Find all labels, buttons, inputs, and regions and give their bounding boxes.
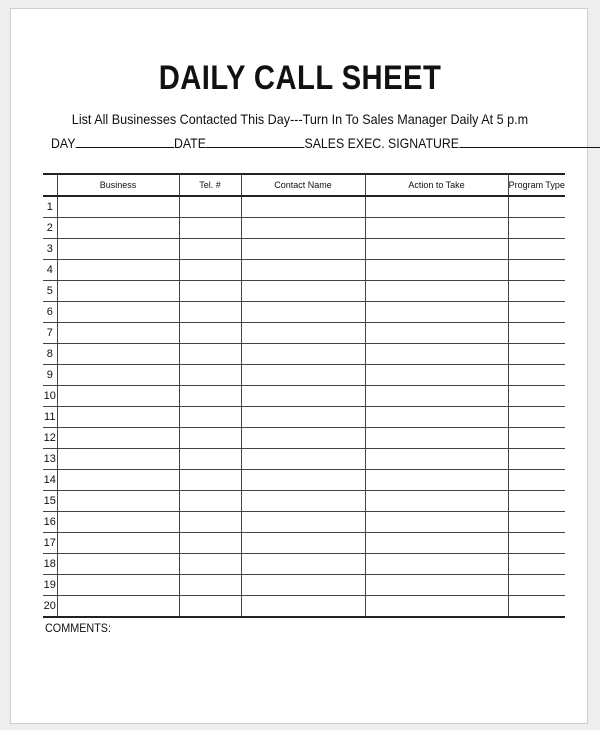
cell-contact-name[interactable] [241,470,365,491]
cell-program-type[interactable] [508,575,565,596]
date-field[interactable] [206,133,305,148]
cell-business[interactable] [57,470,179,491]
cell-tel[interactable] [179,449,241,470]
table-row [43,302,565,323]
page-title: DAILY CALL SHEET [158,59,442,97]
row-number-header [43,174,57,196]
cell-tel[interactable] [179,302,241,323]
row-number: 12 [43,428,57,449]
table-row [43,491,565,512]
cell-action[interactable] [365,260,508,281]
table-row [43,323,565,344]
row-number: 20 [43,596,57,618]
cell-action[interactable] [365,196,508,218]
cell-business[interactable] [57,260,179,281]
row-number: 13 [43,449,57,470]
cell-business[interactable] [57,386,179,407]
cell-business[interactable] [57,554,179,575]
table-row [43,260,565,281]
cell-tel[interactable] [179,533,241,554]
table-header-row [43,174,565,196]
table-row [43,575,565,596]
table-row [43,196,565,218]
cell-program-type[interactable] [508,449,565,470]
table-body [43,196,565,617]
cell-tel[interactable] [179,575,241,596]
cell-business[interactable] [57,533,179,554]
cell-business[interactable] [57,239,179,260]
cell-program-type[interactable] [508,554,565,575]
cell-tel[interactable] [179,596,241,618]
cell-program-type[interactable] [508,344,565,365]
cell-contact-name[interactable] [241,260,365,281]
row-number: 17 [43,533,57,554]
table-row [43,239,565,260]
cell-contact-name[interactable] [241,512,365,533]
cell-contact-name[interactable] [241,449,365,470]
cell-program-type[interactable] [508,533,565,554]
cell-action[interactable] [365,596,508,618]
table-row [43,512,565,533]
cell-tel[interactable] [179,470,241,491]
table-row [43,365,565,386]
cell-action[interactable] [365,365,508,386]
cell-program-type[interactable] [508,596,565,618]
cell-tel[interactable] [179,344,241,365]
cell-action[interactable] [365,218,508,239]
row-number: 14 [43,470,57,491]
cell-action[interactable] [365,533,508,554]
cell-program-type[interactable] [508,281,565,302]
cell-tel[interactable] [179,239,241,260]
cell-contact-name[interactable] [241,575,365,596]
cell-program-type[interactable] [508,302,565,323]
cell-business[interactable] [57,575,179,596]
cell-tel[interactable] [179,218,241,239]
cell-contact-name[interactable] [241,365,365,386]
cell-contact-name[interactable] [241,554,365,575]
cell-business[interactable] [57,323,179,344]
cell-business[interactable] [57,596,179,618]
row-number: 2 [43,218,57,239]
row-number: 19 [43,575,57,596]
cell-action[interactable] [365,239,508,260]
cell-action[interactable] [365,407,508,428]
cell-program-type[interactable] [508,239,565,260]
cell-tel[interactable] [179,512,241,533]
row-number: 5 [43,281,57,302]
cell-business[interactable] [57,491,179,512]
cell-tel[interactable] [179,554,241,575]
cell-business[interactable] [57,365,179,386]
day-label: DAY [51,135,76,151]
row-number: 1 [43,196,57,218]
cell-action[interactable] [365,302,508,323]
column-header-contact-name: Contact Name [241,174,365,196]
cell-contact-name[interactable] [241,281,365,302]
cell-tel[interactable] [179,491,241,512]
signature-field[interactable] [459,133,600,148]
row-number: 8 [43,344,57,365]
cell-action[interactable] [365,575,508,596]
cell-program-type[interactable] [508,365,565,386]
cell-contact-name[interactable] [241,407,365,428]
cell-contact-name[interactable] [241,218,365,239]
column-header-business: Business [57,174,179,196]
row-number: 6 [43,302,57,323]
cell-action[interactable] [365,281,508,302]
cell-program-type[interactable] [508,407,565,428]
cell-business[interactable] [57,512,179,533]
cell-program-type[interactable] [508,260,565,281]
cell-contact-name[interactable] [241,491,365,512]
cell-program-type[interactable] [508,512,565,533]
row-number: 9 [43,365,57,386]
cell-tel[interactable] [179,260,241,281]
row-number: 10 [43,386,57,407]
table-row [43,218,565,239]
cell-contact-name[interactable] [241,386,365,407]
cell-contact-name[interactable] [241,196,365,218]
cell-tel[interactable] [179,365,241,386]
cell-business[interactable] [57,196,179,218]
row-number: 18 [43,554,57,575]
cell-action[interactable] [365,470,508,491]
cell-business[interactable] [57,281,179,302]
cell-action[interactable] [365,428,508,449]
table-row [43,281,565,302]
date-label: DATE [173,135,206,151]
cell-contact-name[interactable] [241,323,365,344]
cell-program-type[interactable] [508,218,565,239]
cell-business[interactable] [57,218,179,239]
row-number: 4 [43,260,57,281]
cell-tel[interactable] [179,428,241,449]
cell-contact-name[interactable] [241,428,365,449]
column-header-program-type: Program Type [508,174,565,196]
cell-business[interactable] [57,344,179,365]
table-row [43,554,565,575]
row-number: 15 [43,491,57,512]
cell-contact-name[interactable] [241,533,365,554]
cell-action[interactable] [365,554,508,575]
cell-program-type[interactable] [508,386,565,407]
cell-tel[interactable] [179,386,241,407]
column-header-action: Action to Take [365,174,508,196]
signature-label: SALES EXEC. SIGNATURE [304,135,460,151]
cell-program-type[interactable] [508,428,565,449]
cell-contact-name[interactable] [241,302,365,323]
cell-contact-name[interactable] [241,344,365,365]
cell-action[interactable] [365,344,508,365]
table-row [43,596,565,618]
call-log-table [43,173,565,618]
instructions-text: List All Businesses Contacted This Day---Turn In To Sales Manager Daily At 5 p.m [71,111,529,127]
cell-business[interactable] [57,407,179,428]
document-page [10,8,588,724]
cell-tel[interactable] [179,323,241,344]
table-row [43,533,565,554]
cell-business[interactable] [57,302,179,323]
header-fields [51,133,600,151]
table-row [43,449,565,470]
row-number: 11 [43,407,57,428]
cell-program-type[interactable] [508,196,565,218]
cell-action[interactable] [365,512,508,533]
cell-business[interactable] [57,428,179,449]
cell-action[interactable] [365,323,508,344]
table-row [43,386,565,407]
comments-label: COMMENTS: [45,621,112,635]
cell-tel[interactable] [179,281,241,302]
cell-tel[interactable] [179,407,241,428]
column-header-tel: Tel. # [179,174,241,196]
table-row [43,344,565,365]
row-number: 3 [43,239,57,260]
cell-contact-name[interactable] [241,596,365,618]
cell-action[interactable] [365,491,508,512]
cell-program-type[interactable] [508,470,565,491]
cell-action[interactable] [365,386,508,407]
cell-program-type[interactable] [508,323,565,344]
row-number: 16 [43,512,57,533]
cell-program-type[interactable] [508,491,565,512]
cell-tel[interactable] [179,196,241,218]
cell-business[interactable] [57,449,179,470]
table-row [43,407,565,428]
day-field[interactable] [75,133,174,148]
row-number: 7 [43,323,57,344]
table-row [43,470,565,491]
cell-contact-name[interactable] [241,239,365,260]
table-row [43,428,565,449]
cell-action[interactable] [365,449,508,470]
